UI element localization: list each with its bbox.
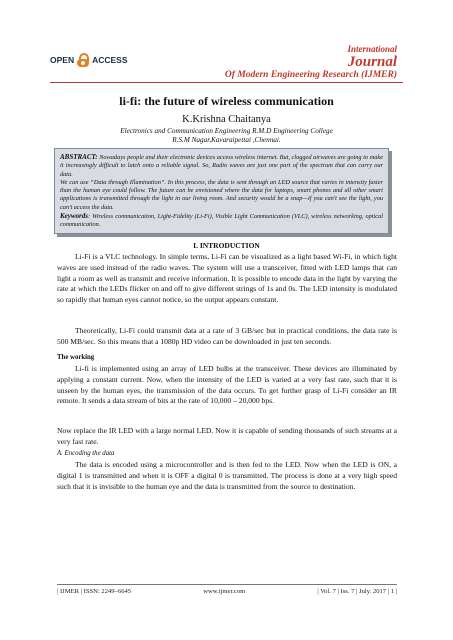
working-paragraph-2 (57, 426, 397, 448)
header-divider (50, 82, 403, 83)
footer-issn: | IJMER | ISSN: 2249–6645 (57, 588, 132, 595)
abstract-box (54, 148, 389, 234)
keywords-label: Keywords (60, 212, 88, 221)
open-access-logo (50, 50, 128, 70)
logo-open-text: OPEN (50, 55, 75, 65)
author-name: K.Krishna Chaitanya (182, 114, 271, 125)
journal-prefix: International (347, 44, 397, 54)
working-paragraph-1 (57, 364, 397, 407)
footer-divider (57, 584, 397, 585)
encoding-paragraph-text: The data is encoded using a microcontroller and is then fed to the LED. Now when the LED is ON, a digital 1 is transmitted and when it is OFF a digital 0 is transmitted. The process is done at a very high speed such that it is invisible to the human eye and the data is transmitted from the source to destination. (57, 460, 397, 491)
subheading-encoding-data: A. Encoding the data (57, 450, 115, 457)
intro-paragraph-2 (57, 326, 397, 348)
paper-title: li-fi: the future of wireless communication (119, 94, 334, 108)
working-paragraph-1-text: Li-fi is implemented using an array of LED bulbs at the transceiver. These devices are illuminated by applying a constant current. Now, when the intensity of the LED is varied at a very fast rate, such that it is unseen by the human eyes, the transmission of the data occurs. To get further grasp of Li-Fi consider an IR remote. It sends a data stream of bits at the rate of 10,000 – 20,000 bps. (57, 364, 397, 406)
open-access-lock-icon (77, 53, 89, 67)
journal-name: Journal (347, 54, 397, 70)
subheading-the-working: The working (57, 354, 95, 361)
abstract-text-2: We can use “Data through Illumination”. In this process, the data is sent through an LED source that varies in intensity faster than the human eye could follow. The future can be envisioned where the data for laptops, smart phones and all other smart applications is transmitted through the light in our living room. And security would be a snap—if you can't see the light, you can't access the data. (60, 178, 383, 211)
section-heading-introduction: I. INTRODUCTION (193, 241, 260, 250)
affiliation-line-1: Electronics and Communication Engineering R.M.D Engineering College (120, 127, 333, 135)
intro-paragraph-2-text: Theoretically, Li-Fi could transmit data at a rate of 3 GB/sec but in practical conditions, the data rate is 500 MB/sec. So this means that a 1080p HD video can be downloaded in just ten seconds. (57, 326, 397, 346)
page-footer (57, 588, 397, 595)
intro-paragraph-1-text: Li-Fi is a VLC technology. In simple terms, Li-Fi can be visualized as a light based Wi-Fi, in which light waves are used instead of the radio waves. The system will use a transceiver, fitted with LED lamps that can light a room as well as transmit and receive information. It is possible to encode data in the light by varying the rate at which the LEDs flicker on and off to give different strings of 1s and 0s. The LED intensity is modulated so rapidly that human eyes cannot notice, so the output appears constant. (57, 252, 397, 305)
abstract-label: ABSTRACT: (60, 153, 98, 161)
logo-access-text: ACCESS (92, 55, 128, 65)
journal-full-name: Of Modern Engineering Research (IJMER) (224, 70, 397, 80)
footer-volume-page: | Vol. 7 | Iss. 7 | July. 2017 | 1 | (317, 588, 397, 595)
footer-website-link[interactable]: www.ijmer.com (203, 588, 246, 595)
encoding-paragraph (57, 460, 397, 492)
working-paragraph-2-text: Now replace the IR LED with a large normal LED. Now it is capable of sending thousands of such streams at a very fast rate. (57, 426, 397, 446)
abstract-text-1: Nowadays people and their electronic devices access wireless internet. But, clogged airwaves are going to make it increasingly difficult to latch onto a reliable signal. So, Radio waves are just one part of the spectrum that can carry our data. (60, 154, 383, 178)
keywords-text: : Wireless communication, Light-Fidelity (Li-Fi), Visible Light Communication (VLC), wireless networking, optical communication. (60, 213, 383, 229)
affiliation-line-2: R.S.M Nagar,Kavaraipettai ,Chennai. (172, 136, 281, 144)
intro-paragraph-1 (57, 252, 397, 306)
